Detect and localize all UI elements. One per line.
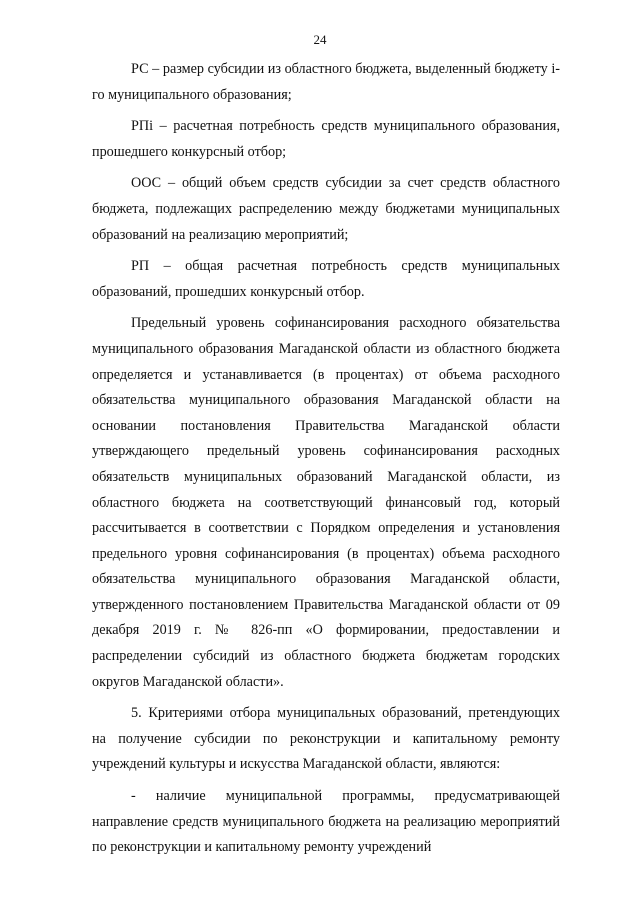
paragraph-cofinancing-level: Предельный уровень софинансирования расходного обязательства муниципального образования Магаданской области из областного бюджета определяется и устанавливается (в процентах) от объема расходного обязательства муниципального образования Магаданской области на основании постановления Правительства Магаданской области утверждающего предельный уровень софинансирования расходных обязательств муниципальных образований Магаданской области, из областного бюджета на соответствующий финансовый год, который рассчитывается в соответствии с Порядком определения и установления предельного уровня софинансирования (в процентах) объема расходного обязательства муниципального образования Магаданской области, утвержденного постановлением Правительства Магаданской области от 09 декабря 2019 г. № 826-пп «О формировании, предоставлении и распределении субсидий из областного бюджета бюджетам городских округов Магаданской области».: [92, 315, 560, 690]
paragraph-criterion-program: - наличие муниципальной программы, предусматривающей направление средств муниципального бюджета на реализацию мероприятий по реконструкции и капитальному ремонту учреждений: [92, 788, 560, 856]
paragraph-oos-definition: ООС – общий объем средств субсидии за счет средств областного бюджета, подлежащих распределению между бюджетами муниципальных образований на реализацию мероприятий;: [92, 175, 560, 243]
paragraph-rp-definition: РП – общая расчетная потребность средств муниципальных образований, прошедших конкурсный отбор.: [92, 258, 560, 300]
page-number: 24: [313, 32, 327, 47]
paragraph-rpi-definition: РПi – расчетная потребность средств муниципального образования, прошедшего конкурсный отбор;: [92, 118, 560, 160]
document-body: [92, 57, 560, 861]
paragraph-rs-definition: РС – размер субсидии из областного бюджета, выделенный бюджету i-го муниципального образования;: [92, 61, 560, 103]
paragraph-selection-criteria: 5. Критериями отбора муниципальных образований, претендующих на получение субсидии по реконструкции и капитальному ремонту учреждений культуры и искусства Магаданской области, являются:: [92, 705, 560, 773]
